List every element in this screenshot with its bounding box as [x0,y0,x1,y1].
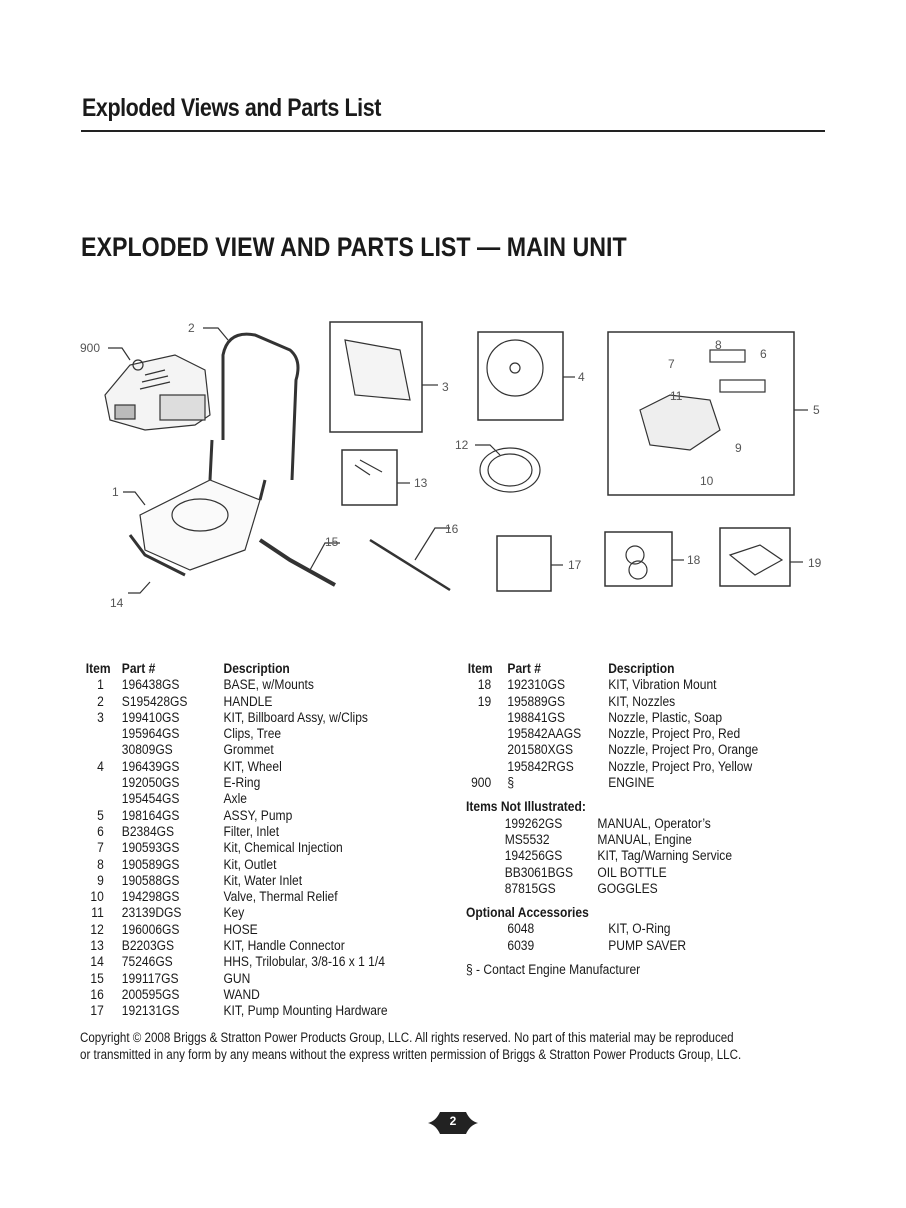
table-row [466,848,808,864]
cell-description: Kit, Water Inlet [223,872,303,888]
table-row [84,905,426,921]
cell-description: KIT, Billboard Assy, w/Clips [223,709,368,725]
callout-10: 10 [700,474,714,488]
exploded-view-diagram [70,300,840,630]
page-header: Exploded Views and Parts List [82,94,381,122]
cell-item: 11 [91,905,104,921]
cell-part: § [507,775,515,791]
cell-item: 5 [97,807,104,823]
table-row [84,677,426,693]
table-row [466,694,808,710]
cell-part: 6048 [507,921,535,937]
cell-description: Axle [223,791,247,807]
cell-part: 196438GS [121,677,180,693]
table-row [84,694,426,710]
table-row [466,881,808,897]
table-row [466,710,808,726]
cell-description: Grommet [223,742,274,758]
cell-part: 201580XGS [507,742,574,758]
cell-item: 17 [90,1003,104,1019]
table-row [84,726,426,742]
cell-part: 194256GS [504,848,563,864]
table-row [84,1003,426,1019]
table-row [84,791,426,807]
cell-description: Key [223,905,245,921]
cell-part: 30809GS [121,742,173,758]
cell-part: 6039 [507,937,535,953]
items-not-illustrated-title: Items Not Illustrated: [466,799,586,815]
base-illustration [130,440,265,575]
cell-item: 12 [90,921,104,937]
cell-description: KIT, Handle Connector [223,938,345,954]
engine-illustration [105,355,210,430]
cell-part: 75246GS [121,954,173,970]
cell-part: 196439GS [121,758,180,774]
col-part: Part # [121,661,156,676]
table-row [466,775,808,791]
cell-part: 199117GS [121,970,179,986]
cell-part: 198841GS [507,709,566,725]
cell-description: MANUAL, Operator’s [597,815,711,831]
cell-item: 6 [97,823,104,839]
cell-description: HOSE [223,921,258,937]
cell-item: 4 [97,758,104,774]
cell-part: 195842AAGS [507,726,582,742]
table-row [84,710,426,726]
table-row [466,759,808,775]
cell-part: 190589GS [121,856,180,872]
cell-item: 18 [477,677,492,693]
callout-8: 8 [715,338,722,352]
table-row [84,889,426,905]
cell-part: 199410GS [121,709,180,725]
cell-description: KIT, O-Ring [608,921,671,937]
cell-description: KIT, Wheel [223,758,282,774]
cell-part: B2384GS [121,823,175,839]
cell-item: 15 [90,970,104,986]
col-part: Part # [507,661,541,676]
parts-table-right [466,661,808,978]
cell-description: ENGINE [608,775,655,791]
callout-5: 5 [813,403,820,417]
table-header [84,661,426,677]
copyright-line-2: or transmitted in any form by any means without the express written permission of Briggs & Stratton Power Products Group, LLC. [80,1047,742,1062]
cell-part: 195964GS [121,726,180,742]
cell-description: Kit, Chemical Injection [223,840,343,856]
cell-part: 195842RGS [507,758,574,774]
callout-19: 19 [808,556,822,570]
cell-part: B2203GS [121,938,175,954]
cell-description: Nozzle, Plastic, Soap [608,709,723,725]
cell-item: 10 [90,889,104,905]
cell-part: 87815GS [504,880,556,896]
cell-part: 194298GS [121,889,180,905]
callout-14: 14 [110,596,124,610]
cell-description: Filter, Inlet [223,823,280,839]
cell-part: 199262GS [504,815,563,831]
callout-4: 4 [578,370,585,384]
table-row [84,742,426,758]
cell-description: GUN [223,970,251,986]
header-rule [81,130,825,132]
callout-3: 3 [442,380,449,394]
cell-part: 196006GS [121,921,180,937]
table-row [466,816,808,832]
table-row [466,726,808,742]
col-item: Item [85,661,111,676]
cell-part: BB3061BGS [504,864,574,880]
table-row [84,971,426,987]
cell-item: 14 [90,954,104,970]
cell-description: KIT, Nozzles [608,693,676,709]
callout-16: 16 [445,522,459,536]
cell-description: BASE, w/Mounts [223,677,314,693]
section-title: EXPLODED VIEW AND PARTS LIST — MAIN UNIT [81,232,627,262]
cell-item: 13 [90,938,104,954]
table-header [466,661,808,677]
cell-part: 200595GS [121,986,180,1002]
cell-part: 192050GS [121,775,180,791]
callout-1: 1 [112,485,119,499]
table-row [466,677,808,693]
copyright-notice [80,1029,741,1063]
optional-accessories-title: Optional Accessories [466,905,589,921]
cell-description: Kit, Outlet [223,856,277,872]
table-row [84,759,426,775]
cell-item: 2 [97,693,104,709]
cell-description: E-Ring [223,775,261,791]
table-row [84,808,426,824]
cell-part: 192310GS [507,677,566,693]
cell-item: 3 [97,709,104,725]
handle-illustration [223,334,298,480]
cell-description: GOGGLES [597,880,658,896]
cell-item: 900 [471,775,492,791]
cell-item: 19 [477,693,492,709]
table-row [466,742,808,758]
table-row [466,865,808,881]
cell-description: ASSY, Pump [223,807,293,823]
table-row [84,873,426,889]
table-row [84,922,426,938]
cell-part: MS5532 [504,831,550,847]
callout-13: 13 [414,476,428,490]
table-row [84,938,426,954]
cell-part: 190593GS [121,840,180,856]
cell-description: Nozzle, Project Pro, Yellow [608,758,753,774]
page-number: 2 [449,1114,457,1128]
callout-18: 18 [687,553,701,567]
cell-description: Nozzle, Project Pro, Red [608,726,741,742]
cell-description: KIT, Pump Mounting Hardware [223,1003,388,1019]
cell-part: 192131GS [121,1003,180,1019]
cell-part: 195454GS [121,791,180,807]
footnote: § - Contact Engine Manufacturer [466,962,641,978]
callout-12: 12 [455,438,469,452]
table-row [84,824,426,840]
callout-9: 9 [735,441,742,455]
cell-description: KIT, Vibration Mount [608,677,717,693]
cell-part: 195889GS [507,693,566,709]
callout-11: 11 [670,389,683,403]
callout-17: 17 [568,558,582,572]
cell-description: Valve, Thermal Relief [223,889,338,905]
cell-part: 23139DGS [121,905,182,921]
table-row [84,775,426,791]
cell-description: OIL BOTTLE [597,864,667,880]
cell-item: 9 [97,872,104,888]
table-row [466,832,808,848]
table-row [84,857,426,873]
parts-table-left [84,661,426,1020]
table-row [84,987,426,1003]
cell-item: 8 [97,856,104,872]
callout-900: 900 [80,341,101,355]
cell-description: Clips, Tree [223,726,282,742]
cell-item: 1 [97,677,104,693]
cell-description: HANDLE [223,693,273,709]
callout-2: 2 [188,321,195,335]
cell-description: HHS, Trilobular, 3/8-16 x 1 1/4 [223,954,385,970]
cell-description: WAND [223,986,260,1002]
cell-description: Nozzle, Project Pro, Orange [608,742,759,758]
callout-15: 15 [325,535,339,549]
table-row [84,954,426,970]
cell-item: 16 [90,986,104,1002]
copyright-line-1: Copyright © 2008 Briggs & Stratton Power Products Group, LLC. All rights reserved. No part of this material may be reproduced [80,1030,734,1045]
cell-part: 190588GS [121,872,180,888]
cell-item: 7 [97,840,104,856]
callout-6: 6 [760,347,767,361]
cell-description: PUMP SAVER [608,937,687,953]
callout-7: 7 [668,357,675,371]
cell-part: 198164GS [121,807,180,823]
col-description: Description [223,661,290,676]
cell-part: S195428GS [121,693,188,709]
table-row [466,938,808,954]
table-row [84,840,426,856]
cell-description: MANUAL, Engine [597,831,692,847]
table-row [466,921,808,937]
col-description: Description [608,661,675,676]
cell-description: KIT, Tag/Warning Service [597,848,733,864]
col-item: Item [467,661,493,676]
